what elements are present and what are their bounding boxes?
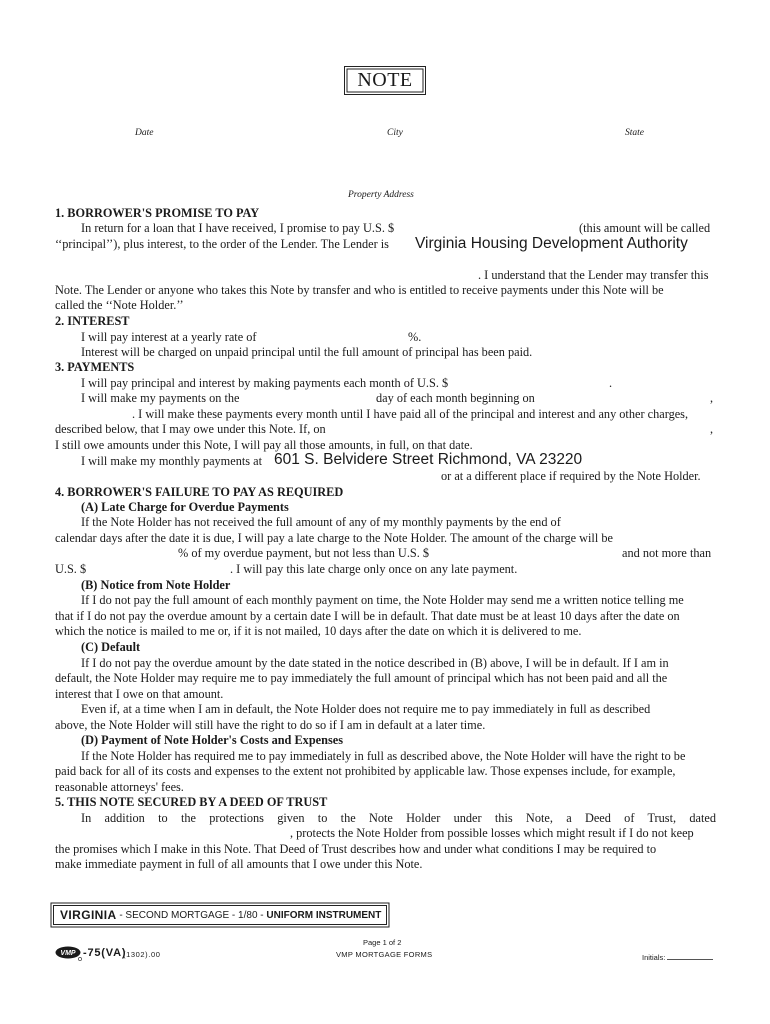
form-number-suffix: (1302).00 <box>123 950 161 959</box>
initials-label: Initials: <box>642 953 666 962</box>
s4c-line-1: If I do not pay the overdue amount by the date stated in the notice described in (B) above, I will be in default. If I am in <box>81 656 669 670</box>
s4c-heading: (C) Default <box>81 640 141 654</box>
s4b-line-2: that if I do not pay the overdue amount by a certain date I will be in default. That date must be at least 10 days after the date on <box>55 609 680 623</box>
vmp-logo-icon <box>55 946 85 961</box>
document-title: NOTE <box>344 66 426 95</box>
vendor-name: VMP MORTGAGE FORMS <box>336 950 433 959</box>
vmp-logo-text: VMP <box>60 950 76 957</box>
section-4-heading: 4. BORROWER'S FAILURE TO PAY AS REQUIRED <box>55 485 344 499</box>
s4b-heading: (B) Notice from Note Holder <box>81 578 231 592</box>
s5-line-3: the promises which I make in this Note. That Deed of Trust describes how and under what conditions I may be required to <box>55 842 657 856</box>
s4a-line-2: calendar days after the date it is due, I will pay a late charge to the Note Holder. The amount of the charge will be <box>55 531 613 545</box>
property-address-label: Property Address <box>348 190 414 200</box>
s2-line-2: Interest will be charged on unpaid principal until the full amount of principal has been paid. <box>81 345 533 359</box>
s4c-line-2: default, the Note Holder may require me to pay immediately the full amount of principal which has not been paid and all the <box>55 671 668 685</box>
city-label: City <box>387 128 403 138</box>
date-label: Date <box>135 128 154 138</box>
section-2-heading: 2. INTEREST <box>55 314 130 328</box>
initials-line <box>667 951 713 960</box>
s3-line-3: . I will make these payments every month until I have paid all of the principal and interest and any other charges, <box>132 407 689 421</box>
s3-line-2b: day of each month beginning on <box>376 391 535 405</box>
footer-instrument: UNIFORM INSTRUMENT <box>266 909 382 921</box>
s4b-line-3: which the notice is mailed to me or, if it is not mailed, 10 days after the date on which it is delivered to me. <box>55 624 582 638</box>
s4c-line-4: Even if, at a time when I am in default, the Note Holder does not require me to pay immediately in full as described <box>81 702 651 716</box>
s1-line-5: called the ‘‘Note Holder.’’ <box>55 298 184 312</box>
s3-line-6a: I will make my monthly payments at <box>81 454 263 468</box>
form-number: -75(VA) <box>83 947 127 959</box>
s4a-heading: (A) Late Charge for Overdue Payments <box>81 500 289 514</box>
page-number: Page 1 of 2 <box>363 938 402 947</box>
s4d-heading: (D) Payment of Note Holder's Costs and Expenses <box>81 733 343 747</box>
s4a-line-4a: U.S. $ <box>55 562 87 576</box>
section-1-heading: 1. BORROWER'S PROMISE TO PAY <box>55 206 260 220</box>
s4c-line-3: interest that I owe on that amount. <box>55 687 224 701</box>
form-identification-box <box>53 905 387 925</box>
s1-line-3: . I understand that the Lender may transfer this <box>478 268 709 282</box>
s3-line-4a: described below, that I may owe under this Note. If, on <box>55 422 326 436</box>
s4d-line-2: paid back for all of its costs and expenses to the extent not prohibited by applicable law. Those expenses include, for example, <box>55 764 676 778</box>
s2-line-1b: %. <box>408 330 422 344</box>
s4b-line-1: If I do not pay the full amount of each monthly payment on time, the Note Holder may send me a written notice telling me <box>81 593 684 607</box>
s5-line-4: make immediate payment in full of all amounts that I owe under this Note. <box>55 857 423 871</box>
s4d-line-1: If the Note Holder has required me to pay immediately in full as described above, the Note Holder will have the right to be <box>81 749 686 763</box>
initials-field[interactable] <box>642 951 713 962</box>
s3-line-5: I still owe amounts under this Note, I will pay all those amounts, in full, on that date. <box>55 438 473 452</box>
s3-line-1a: I will pay principal and interest by making payments each month of U.S. $ <box>81 376 449 390</box>
s1-line-1a: In return for a loan that I have received, I promise to pay U.S. $ <box>81 221 395 235</box>
s5-line-1: In addition to the protections given to the Note Holder under this Note, a Deed of Trust, dated <box>81 811 716 825</box>
s4a-line-3a: % of my overdue payment, but not less than U.S. $ <box>178 546 430 560</box>
section-3-heading: 3. PAYMENTS <box>55 360 135 374</box>
s1-line-2: ‘‘principal’’), plus interest, to the order of the Lender. The Lender is <box>55 237 389 251</box>
s1-line-1b: (this amount will be called <box>579 221 711 235</box>
s3-line-1b: . <box>609 376 613 390</box>
s3-line-4b: , <box>710 422 714 436</box>
footer-state: VIRGINIA <box>60 908 117 922</box>
s4a-line-1: If the Note Holder has not received the full amount of any of my monthly payments by the end of <box>81 515 561 529</box>
s3-line-7: or at a different place if required by the Note Holder. <box>441 469 701 483</box>
lender-name: Virginia Housing Development Authority <box>415 235 688 252</box>
s1-line-4: Note. The Lender or anyone who takes this Note by transfer and who is entitled to receive payments under this Note will be <box>55 283 664 297</box>
s4d-line-3: reasonable attorneys' fees. <box>55 780 184 794</box>
footer-mortgage-type: - SECOND MORTGAGE - 1/80 - <box>116 909 267 921</box>
s3-line-2c: , <box>710 391 714 405</box>
state-label: State <box>625 128 644 138</box>
s5-line-2: , protects the Note Holder from possible losses which might result if I do not keep <box>290 826 694 840</box>
section-5-heading: 5. THIS NOTE SECURED BY A DEED OF TRUST <box>55 795 328 809</box>
s2-line-1a: I will pay interest at a yearly rate of <box>81 330 257 344</box>
s4c-line-5: above, the Note Holder will still have the right to do so if I am in default at a later time. <box>55 718 486 732</box>
s3-line-2a: I will make my payments on the <box>81 391 240 405</box>
s4a-line-3b: and not more than <box>622 546 712 560</box>
payment-address: 601 S. Belvidere Street Richmond, VA 23220 <box>274 451 583 468</box>
s4a-line-4b: . I will pay this late charge only once on any late payment. <box>230 562 518 576</box>
